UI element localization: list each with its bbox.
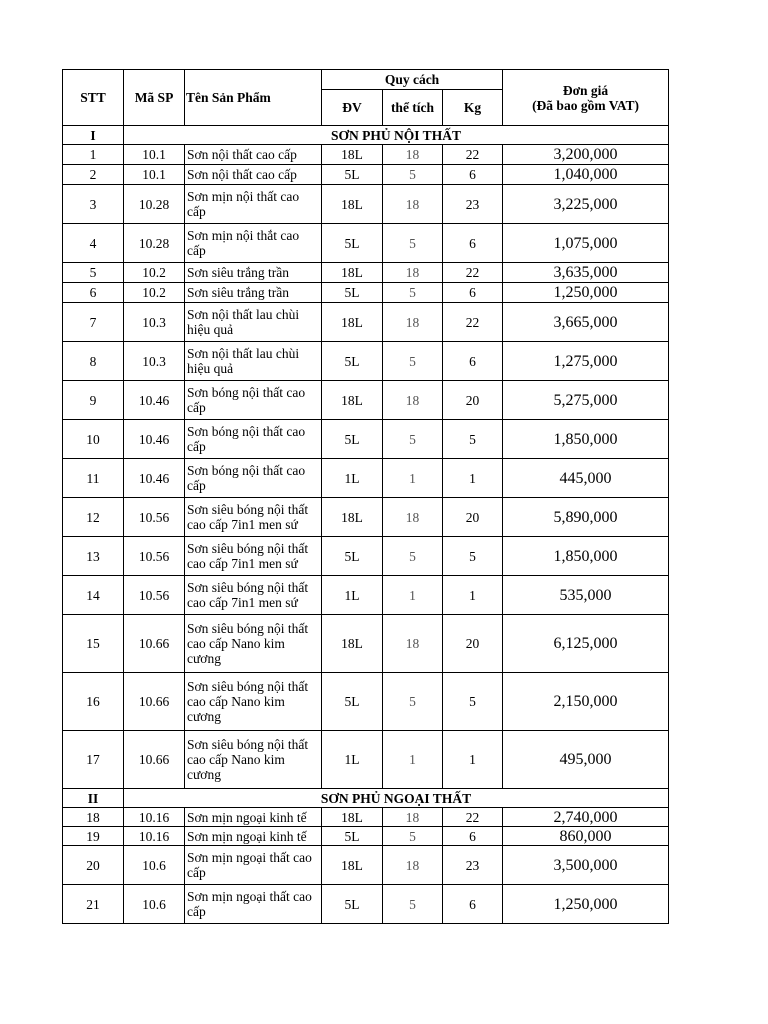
header-don-gia-label: Đơn giá (562, 82, 609, 98)
section-title: SƠN PHỦ NỘI THẤT (124, 126, 669, 145)
cell-kg: 20 (443, 381, 503, 420)
cell-dv: 5L (322, 342, 383, 381)
cell-dv: 18L (322, 846, 383, 885)
table-row (63, 885, 669, 924)
cell-dv: 5L (322, 537, 383, 576)
cell-price: 3,665,000 (503, 303, 669, 342)
cell-dv: 5L (322, 827, 383, 846)
cell-ma-sp: 10.56 (124, 537, 185, 576)
table-row (63, 342, 669, 381)
cell-kg: 1 (443, 731, 503, 789)
cell-kg: 22 (443, 303, 503, 342)
cell-price: 1,040,000 (503, 165, 669, 185)
cell-the-tich: 18 (383, 615, 443, 673)
cell-the-tich: 1 (383, 459, 443, 498)
cell-dv: 5L (322, 885, 383, 924)
cell-ma-sp: 10.66 (124, 615, 185, 673)
cell-stt: 7 (63, 303, 124, 342)
table-row (63, 381, 669, 420)
cell-price: 1,275,000 (503, 342, 669, 381)
cell-product-name: Sơn siêu trắng trần (185, 283, 322, 303)
cell-kg: 5 (443, 537, 503, 576)
cell-product-name: Sơn nội thất cao cấp (185, 165, 322, 185)
cell-ma-sp: 10.1 (124, 165, 185, 185)
cell-the-tich: 18 (383, 303, 443, 342)
cell-kg: 23 (443, 185, 503, 224)
table-row (63, 576, 669, 615)
cell-kg: 23 (443, 846, 503, 885)
cell-kg: 22 (443, 808, 503, 827)
price-table (62, 69, 669, 924)
cell-the-tich: 18 (383, 263, 443, 283)
cell-ma-sp: 10.16 (124, 827, 185, 846)
cell-kg: 6 (443, 827, 503, 846)
cell-ma-sp: 10.46 (124, 381, 185, 420)
cell-stt: 1 (63, 145, 124, 165)
cell-stt: 19 (63, 827, 124, 846)
cell-kg: 5 (443, 673, 503, 731)
cell-product-name: Sơn siêu bóng nội thất cao cấp 7in1 men sứ (185, 537, 322, 576)
header-stt: STT (63, 70, 124, 126)
cell-ma-sp: 10.28 (124, 224, 185, 263)
cell-ma-sp: 10.46 (124, 459, 185, 498)
header-don-gia (503, 70, 669, 126)
cell-product-name: Sơn bóng nội thất cao cấp (185, 381, 322, 420)
cell-product-name: Sơn mịn nội thất cao cấp (185, 185, 322, 224)
cell-the-tich: 5 (383, 283, 443, 303)
cell-product-name: Sơn siêu trắng trần (185, 263, 322, 283)
table-row (63, 145, 669, 165)
cell-stt: 2 (63, 165, 124, 185)
cell-price: 6,125,000 (503, 615, 669, 673)
cell-product-name: Sơn nội thất lau chùi hiệu quả (185, 342, 322, 381)
cell-product-name: Sơn mịn nội thắt cao cấp (185, 224, 322, 263)
cell-ma-sp: 10.56 (124, 498, 185, 537)
cell-stt: 16 (63, 673, 124, 731)
table-row (63, 498, 669, 537)
header-kg: Kg (443, 90, 503, 126)
cell-price: 1,850,000 (503, 420, 669, 459)
cell-ma-sp: 10.16 (124, 808, 185, 827)
cell-dv: 18L (322, 185, 383, 224)
cell-dv: 18L (322, 615, 383, 673)
cell-price: 3,635,000 (503, 263, 669, 283)
cell-stt: 11 (63, 459, 124, 498)
cell-the-tich: 18 (383, 145, 443, 165)
table-row (63, 420, 669, 459)
table-body (63, 126, 669, 924)
cell-price: 2,740,000 (503, 808, 669, 827)
cell-stt: 17 (63, 731, 124, 789)
cell-price: 3,225,000 (503, 185, 669, 224)
header-quy-cach: Quy cách (322, 70, 503, 90)
cell-ma-sp: 10.2 (124, 263, 185, 283)
cell-ma-sp: 10.66 (124, 673, 185, 731)
cell-dv: 5L (322, 420, 383, 459)
section-row (63, 126, 669, 145)
cell-ma-sp: 10.2 (124, 283, 185, 303)
cell-ma-sp: 10.66 (124, 731, 185, 789)
cell-kg: 6 (443, 885, 503, 924)
cell-price: 5,275,000 (503, 381, 669, 420)
cell-dv: 18L (322, 498, 383, 537)
cell-dv: 1L (322, 731, 383, 789)
header-don-gia-note: (Đã bao gồm VAT) (532, 97, 639, 113)
cell-the-tich: 18 (383, 381, 443, 420)
cell-product-name: Sơn mịn ngoại thất cao cấp (185, 885, 322, 924)
cell-kg: 5 (443, 420, 503, 459)
cell-ma-sp: 10.6 (124, 846, 185, 885)
table-row (63, 846, 669, 885)
section-number: I (63, 126, 124, 145)
table-row (63, 283, 669, 303)
cell-dv: 1L (322, 459, 383, 498)
cell-the-tich: 5 (383, 885, 443, 924)
table-row (63, 673, 669, 731)
section-number: II (63, 789, 124, 808)
cell-kg: 6 (443, 283, 503, 303)
cell-stt: 10 (63, 420, 124, 459)
header-dv: ĐV (322, 90, 383, 126)
cell-product-name: Sơn mịn ngoại thất cao cấp (185, 846, 322, 885)
cell-stt: 4 (63, 224, 124, 263)
cell-price: 860,000 (503, 827, 669, 846)
cell-price: 535,000 (503, 576, 669, 615)
cell-product-name: Sơn siêu bóng nội thất cao cấp Nano kim cương (185, 673, 322, 731)
cell-kg: 6 (443, 342, 503, 381)
cell-the-tich: 5 (383, 827, 443, 846)
table-row (63, 263, 669, 283)
cell-kg: 6 (443, 224, 503, 263)
cell-the-tich: 5 (383, 224, 443, 263)
cell-kg: 22 (443, 263, 503, 283)
section-row (63, 789, 669, 808)
table-row (63, 537, 669, 576)
header-ma-sp: Mã SP (124, 70, 185, 126)
cell-stt: 15 (63, 615, 124, 673)
cell-the-tich: 18 (383, 498, 443, 537)
cell-price: 495,000 (503, 731, 669, 789)
cell-the-tich: 18 (383, 185, 443, 224)
cell-the-tich: 18 (383, 808, 443, 827)
cell-the-tich: 5 (383, 165, 443, 185)
table-row (63, 827, 669, 846)
cell-ma-sp: 10.28 (124, 185, 185, 224)
cell-the-tich: 5 (383, 537, 443, 576)
cell-dv: 18L (322, 381, 383, 420)
cell-dv: 18L (322, 808, 383, 827)
table-row (63, 303, 669, 342)
cell-dv: 1L (322, 576, 383, 615)
cell-dv: 5L (322, 673, 383, 731)
header-ten-san-pham: Tên Sản Phẩm (185, 70, 322, 126)
cell-stt: 18 (63, 808, 124, 827)
section-title: SƠN PHỦ NGOẠI THẤT (124, 789, 669, 808)
cell-stt: 14 (63, 576, 124, 615)
cell-product-name: Sơn siêu bóng nội thất cao cấp 7in1 men sứ (185, 498, 322, 537)
cell-stt: 21 (63, 885, 124, 924)
cell-stt: 9 (63, 381, 124, 420)
cell-the-tich: 5 (383, 420, 443, 459)
cell-product-name: Sơn nội thất lau chùi hiệu quả (185, 303, 322, 342)
cell-stt: 3 (63, 185, 124, 224)
cell-product-name: Sơn nội thất cao cấp (185, 145, 322, 165)
table-row (63, 224, 669, 263)
cell-price: 1,075,000 (503, 224, 669, 263)
cell-product-name: Sơn bóng nội thất cao cấp (185, 420, 322, 459)
cell-price: 3,200,000 (503, 145, 669, 165)
table-row (63, 185, 669, 224)
cell-price: 3,500,000 (503, 846, 669, 885)
cell-ma-sp: 10.6 (124, 885, 185, 924)
cell-price: 5,890,000 (503, 498, 669, 537)
cell-dv: 18L (322, 145, 383, 165)
cell-product-name: Sơn siêu bóng nội thất cao cấp 7in1 men sứ (185, 576, 322, 615)
cell-stt: 12 (63, 498, 124, 537)
cell-ma-sp: 10.3 (124, 342, 185, 381)
cell-ma-sp: 10.1 (124, 145, 185, 165)
cell-stt: 6 (63, 283, 124, 303)
cell-dv: 18L (322, 263, 383, 283)
cell-price: 1,850,000 (503, 537, 669, 576)
cell-stt: 8 (63, 342, 124, 381)
cell-dv: 5L (322, 165, 383, 185)
table-row (63, 165, 669, 185)
cell-kg: 1 (443, 576, 503, 615)
cell-the-tich: 18 (383, 846, 443, 885)
cell-stt: 5 (63, 263, 124, 283)
cell-price: 1,250,000 (503, 885, 669, 924)
cell-product-name: Sơn mịn ngoại kinh tế (185, 808, 322, 827)
cell-price: 445,000 (503, 459, 669, 498)
cell-dv: 18L (322, 303, 383, 342)
cell-kg: 1 (443, 459, 503, 498)
table-row (63, 808, 669, 827)
cell-dv: 5L (322, 224, 383, 263)
header-the-tich: thể tích (383, 90, 443, 126)
cell-price: 2,150,000 (503, 673, 669, 731)
cell-kg: 20 (443, 615, 503, 673)
cell-the-tich: 1 (383, 731, 443, 789)
table-row (63, 459, 669, 498)
cell-dv: 5L (322, 283, 383, 303)
table-row (63, 615, 669, 673)
cell-product-name: Sơn siêu bóng nội thất cao cấp Nano kim cương (185, 731, 322, 789)
cell-kg: 22 (443, 145, 503, 165)
table-row (63, 731, 669, 789)
cell-the-tich: 5 (383, 342, 443, 381)
cell-the-tich: 5 (383, 673, 443, 731)
cell-product-name: Sơn bóng nội thất cao cấp (185, 459, 322, 498)
cell-the-tich: 1 (383, 576, 443, 615)
cell-kg: 6 (443, 165, 503, 185)
cell-ma-sp: 10.3 (124, 303, 185, 342)
cell-stt: 20 (63, 846, 124, 885)
cell-product-name: Sơn siêu bóng nội thất cao cấp Nano kim cương (185, 615, 322, 673)
cell-stt: 13 (63, 537, 124, 576)
cell-ma-sp: 10.56 (124, 576, 185, 615)
cell-kg: 20 (443, 498, 503, 537)
cell-ma-sp: 10.46 (124, 420, 185, 459)
cell-product-name: Sơn mịn ngoại kinh tế (185, 827, 322, 846)
cell-price: 1,250,000 (503, 283, 669, 303)
